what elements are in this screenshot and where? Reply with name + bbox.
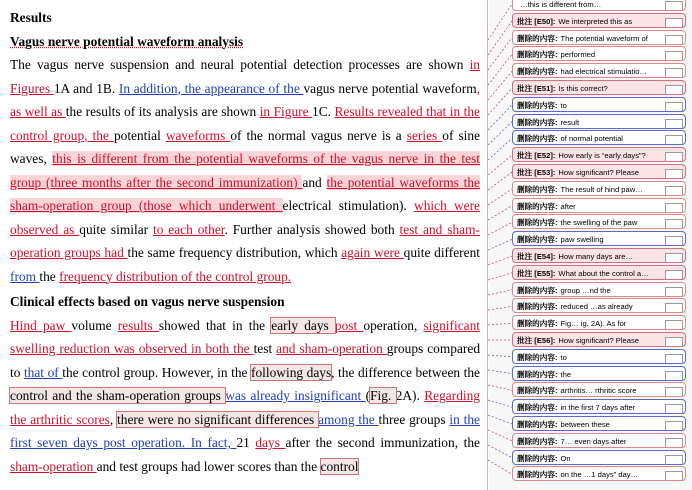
text-run: the control group. However, in the [62, 364, 252, 380]
leader-line [488, 206, 512, 220]
text-run: that of [23, 364, 63, 380]
text-run: of the normal vagus nerve is a [230, 127, 407, 143]
text-run: days [255, 435, 286, 450]
balloon-label: 删除的内容: [517, 420, 558, 429]
balloon-text: of normal potential [560, 134, 623, 144]
balloon-text: …this is different from… [520, 0, 602, 9]
text-run: Fig. [370, 388, 396, 403]
expand-balloon-button[interactable] [665, 18, 683, 28]
balloon-label: 批注 [E51]: [517, 84, 556, 93]
text-run: in Figures [10, 57, 480, 96]
balloon-text: The potential waveform of [560, 33, 648, 43]
leader-line [488, 323, 512, 325]
expand-balloon-button[interactable] [665, 270, 683, 280]
deletion-balloon[interactable] [512, 114, 686, 129]
balloon-text: had electrical stimulatio… [560, 67, 648, 77]
text-run: in Figure [259, 104, 313, 119]
leader-line [488, 105, 512, 130]
expand-balloon-button[interactable] [665, 455, 683, 465]
balloon-label: 删除的内容: [517, 319, 558, 329]
expand-balloon-button[interactable] [665, 169, 683, 179]
comment-balloon[interactable] [512, 164, 686, 179]
balloon-label: 删除的内容: [517, 67, 558, 77]
balloon-label: 删除的内容: [517, 184, 558, 194]
text-run: quite different [403, 245, 480, 260]
balloon-label: 删除的内容: [517, 134, 558, 144]
text-run: In addition, the appearance of the [118, 80, 304, 96]
deletion-balloon[interactable] [512, 30, 686, 45]
comment-balloon[interactable] [512, 332, 686, 347]
expand-balloon-button[interactable] [665, 421, 683, 431]
comment-balloon[interactable] [512, 13, 686, 28]
expand-balloon-button[interactable] [665, 236, 683, 246]
leader-line [488, 54, 512, 85]
expand-balloon-button[interactable] [665, 35, 683, 45]
balloon-label: 删除的内容: [517, 117, 558, 127]
balloon-text: result [560, 117, 580, 127]
text-run: three groups [378, 411, 450, 427]
expand-balloon-button[interactable] [665, 186, 683, 196]
comment-balloon[interactable] [512, 80, 686, 95]
leader-line [488, 355, 512, 357]
text-run: , [109, 411, 118, 427]
deletion-balloon[interactable] [512, 46, 686, 61]
waveform-subheading: Vagus nerve potential waveform analysis [10, 33, 244, 49]
balloon-label: 删除的内容: [517, 235, 558, 245]
text-run: showed that in the [158, 317, 272, 333]
leader-line [488, 88, 512, 115]
text-run: was already insignificant [225, 388, 366, 403]
deletion-balloon[interactable] [512, 181, 686, 196]
leader-line [488, 290, 512, 295]
text-run: and [276, 341, 300, 356]
text-run: control [320, 458, 359, 474]
expand-balloon-button[interactable] [665, 354, 683, 364]
leader-line [488, 222, 512, 235]
balloon-text: paw swelling [560, 235, 604, 245]
leader-line [488, 415, 512, 424]
balloon-text: Fig… ig. 2A). As for [560, 319, 627, 329]
balloon-text: in the first 7 days after [560, 403, 636, 413]
text-run: to each other [153, 221, 225, 237]
comment-balloon[interactable] [512, 265, 686, 280]
text-run: series [406, 127, 443, 143]
text-run: among the [318, 411, 379, 427]
balloon-text: 7… even days after [560, 436, 627, 446]
leader-line [488, 430, 512, 441]
deletion-balloon[interactable] [512, 0, 686, 11]
text-run: groups compared to [10, 341, 481, 380]
text-run: again were [341, 245, 404, 260]
text-run: , the difference between the [331, 364, 481, 380]
expand-balloon-button[interactable] [665, 152, 683, 162]
deletion-balloon[interactable] [512, 198, 686, 213]
balloon-text: to [560, 352, 567, 362]
balloon-text: Is this correct? [558, 84, 608, 93]
leader-line [488, 4, 512, 40]
leader-line [488, 189, 512, 205]
text-run: ( [365, 388, 371, 403]
balloon-label: 删除的内容: [517, 369, 558, 379]
expand-balloon-button[interactable] [665, 438, 683, 448]
expand-balloon-button[interactable] [665, 337, 683, 347]
text-run: and [302, 174, 327, 190]
leader-line [488, 445, 512, 458]
balloon-text: We interpreted this as [558, 16, 633, 26]
deletion-balloon[interactable] [512, 349, 686, 364]
text-run: test [253, 341, 277, 356]
balloon-text: on the …1 days” day… [560, 470, 639, 480]
text-run: In fact, [190, 435, 237, 450]
balloon-text: to [560, 100, 567, 110]
balloon-label: 删除的内容: [517, 33, 558, 43]
leader-line [488, 385, 512, 390]
expand-balloon-button[interactable] [665, 85, 683, 95]
leader-line [488, 400, 512, 407]
deletion-balloon[interactable] [512, 63, 686, 78]
balloon-text: How early is “early days”? [558, 151, 646, 161]
text-run: operation, [363, 317, 424, 333]
balloon-text: group …nd the [560, 285, 611, 295]
balloon-label: 批注 [E52]: [517, 151, 556, 161]
deletion-balloon[interactable] [512, 450, 686, 465]
balloon-text: How significant? Please [558, 336, 640, 345]
text-run: early days [271, 317, 335, 333]
balloon-label: 删除的内容: [517, 100, 558, 110]
text-run: Hind paw [10, 317, 72, 333]
leader-line [488, 239, 512, 250]
balloon-text: How many days are… [558, 252, 634, 261]
clinical-subheading: Clinical effects based on vagus nerve suspension [10, 294, 285, 309]
deletion-balloon[interactable] [512, 298, 686, 313]
text-run: quite similar [79, 221, 153, 237]
text-run: post [334, 317, 364, 333]
balloon-label: 删除的内容: [517, 470, 558, 480]
leader-line [488, 460, 512, 474]
balloon-text: reduced …as already [560, 302, 633, 312]
balloon-text: the swelling of the paw [560, 218, 638, 228]
text-run: in the first seven days post operation. [10, 411, 480, 450]
text-run: this is different from the potential waveforms of the vagus nerve in the test group (three months after the second immunization) [10, 151, 480, 190]
text-run: 2A). [395, 388, 425, 403]
expand-balloon-button[interactable] [665, 387, 683, 397]
expand-balloon-button[interactable] [665, 320, 683, 330]
expand-balloon-button[interactable] [665, 253, 683, 263]
balloon-text: arthritis… rthritic score [560, 386, 637, 396]
balloon-label: 删除的内容: [517, 453, 558, 463]
expand-balloon-button[interactable] [665, 1, 683, 11]
text-run: , as well as [10, 80, 480, 119]
leader-line [488, 21, 512, 55]
text-run: test and sham-operation groups had [10, 221, 480, 260]
text-run: which were observed as [10, 198, 480, 237]
deletion-balloon[interactable] [512, 97, 686, 112]
text-run: vagus nerve potential waveform [303, 80, 477, 96]
balloon-label: 批注 [E56]: [517, 336, 556, 345]
deletion-balloon[interactable] [512, 231, 686, 246]
expand-balloon-button[interactable] [665, 303, 683, 313]
deletion-balloon[interactable] [512, 399, 686, 414]
text-run: frequency distribution of the control group. [59, 268, 292, 284]
expand-balloon-button[interactable] [665, 102, 683, 112]
text-run: electrical stimulation). [282, 198, 415, 213]
balloon-label: 删除的内容: [517, 285, 558, 295]
deletion-balloon[interactable] [512, 315, 686, 330]
expand-balloon-button[interactable] [665, 219, 683, 229]
text-run: potential [113, 127, 166, 143]
results-heading: Results [10, 10, 52, 25]
text-run: Regarding the arthritic scores [10, 388, 480, 427]
text-run: from [10, 268, 40, 284]
balloon-label: 删除的内容: [517, 403, 558, 413]
expand-balloon-button[interactable] [665, 287, 683, 297]
balloon-text: On [560, 453, 571, 463]
deletion-balloon[interactable] [512, 214, 686, 229]
balloon-label: 批注 [E54]: [517, 252, 556, 261]
text-run: following days [251, 364, 332, 380]
balloon-label: 批注 [E53]: [517, 168, 556, 177]
text-run: . Further analysis showed both [224, 221, 400, 237]
balloon-text: between these [560, 420, 610, 429]
expand-balloon-button[interactable] [665, 135, 683, 145]
text-run: the results of its analysis are shown [65, 104, 260, 119]
balloon-text: the [560, 369, 572, 379]
leader-line [488, 38, 512, 70]
balloon-label: 删除的内容: [517, 386, 558, 396]
balloon-text: What about the control a… [558, 268, 649, 278]
text-run: there were no significant differences [117, 411, 319, 427]
leader-line [488, 172, 512, 190]
expand-balloon-button[interactable] [665, 404, 683, 414]
text-run: after the second immunization, the [285, 435, 480, 450]
text-run: the same frequency distribution, which [127, 245, 342, 260]
comment-balloon[interactable] [512, 147, 686, 162]
text-run: 1C. [312, 104, 335, 119]
text-run: 21 [236, 435, 256, 450]
text-run: the [39, 268, 60, 284]
balloon-label: 删除的内容: [517, 302, 558, 312]
leader-line [488, 71, 512, 100]
text-run: Results revealed that in the control group, the [10, 104, 480, 143]
expand-balloon-button[interactable] [665, 119, 683, 129]
text-run: the potential waveforms the sham-operation group (those which underwent [10, 174, 480, 213]
text-run: results [117, 317, 159, 333]
balloon-text: after [560, 201, 576, 211]
leader-line [488, 370, 512, 374]
leader-line [488, 256, 512, 265]
expand-balloon-button[interactable] [665, 371, 683, 381]
text-run: The vagus nerve suspension and neural potential detection processes are shown [10, 57, 470, 72]
balloon-label: 批注 [E55]: [517, 268, 556, 278]
text-run: 1A and 1B. [53, 80, 119, 96]
leader-line [488, 273, 512, 280]
balloon-text: The result of hind paw… [560, 184, 643, 194]
deletion-balloon[interactable] [512, 466, 686, 481]
balloon-text: How significant? Please [558, 168, 640, 177]
balloon-label: 删除的内容: [517, 352, 558, 362]
text-run: volume [71, 317, 118, 333]
text-run: sham-operation [10, 458, 97, 474]
deletion-balloon[interactable] [512, 433, 686, 448]
balloon-label: 删除的内容: [517, 436, 558, 446]
deletion-balloon[interactable] [512, 282, 686, 297]
deletion-balloon[interactable] [512, 382, 686, 397]
deletion-balloon[interactable] [512, 366, 686, 381]
balloon-label: 批注 [E50]: [517, 16, 556, 26]
balloon-text: performed [560, 50, 596, 60]
expand-balloon-button[interactable] [665, 203, 683, 213]
leader-line [488, 122, 512, 145]
text-run: and test groups had lower scores than the [96, 458, 321, 474]
deletion-balloon[interactable] [512, 416, 686, 431]
text-run: control and the sham-operation groups [10, 388, 226, 403]
balloon-label: 删除的内容: [517, 218, 558, 228]
deletion-balloon[interactable] [512, 130, 686, 145]
text-run: of sine waves, [10, 127, 481, 166]
balloon-label: 删除的内容: [517, 50, 558, 60]
leader-line [488, 306, 512, 310]
text-run: significant swelling reduction was observed in both the [10, 317, 480, 356]
balloon-label: 删除的内容: [517, 201, 558, 211]
leader-line [488, 155, 512, 175]
expand-balloon-button[interactable] [665, 471, 683, 481]
text-run: sham-operation [299, 341, 387, 356]
expand-balloon-button[interactable] [665, 68, 683, 78]
text-run: waveforms [165, 127, 231, 143]
expand-balloon-button[interactable] [665, 51, 683, 61]
comment-balloon[interactable] [512, 248, 686, 263]
